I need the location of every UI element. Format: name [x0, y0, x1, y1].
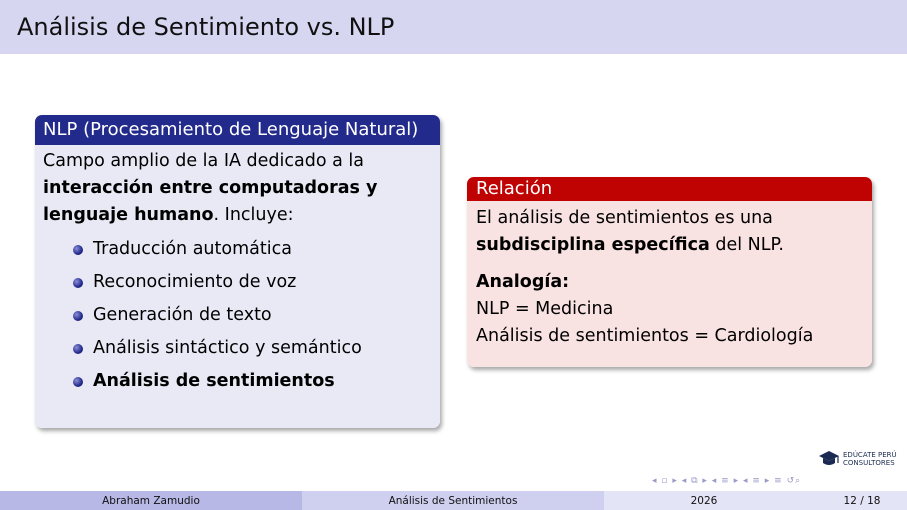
footer-date: 2026 [690, 494, 718, 507]
relation-text-2: del NLP. [709, 235, 784, 255]
nlp-intro-text-1: Campo amplio de la IA dedicado a la [43, 151, 364, 171]
nav-search-icon[interactable]: ↺⌕ [786, 476, 802, 486]
bullet-icon [73, 278, 83, 288]
nav-section-icon[interactable]: ◂ ≡ ▸ [711, 476, 740, 486]
nlp-items-list [43, 233, 432, 398]
bullet-icon [73, 344, 83, 354]
beamer-navigation[interactable] [652, 476, 801, 486]
company-logo [818, 449, 897, 469]
nlp-intro-bold: interacción entre computadoras y lenguaje humano [43, 178, 378, 225]
bullet-icon [73, 311, 83, 321]
footer-title: Análisis de Sentimientos [302, 491, 604, 510]
nlp-block [35, 115, 440, 428]
list-item: Generación de texto [67, 299, 432, 332]
logo-line-2: CONSULTORES [843, 459, 895, 467]
analogy-line-2: Análisis de sentimientos = Cardiología [476, 326, 814, 346]
spacer [476, 259, 863, 269]
logo-line-1: EDÚCATE PERÚ [843, 451, 897, 459]
nlp-block-body [35, 145, 440, 428]
nav-subsection-icon[interactable]: ◂ ≡ ▸ [742, 476, 771, 486]
graduation-cap-icon [818, 449, 840, 469]
nlp-intro-text-2: . Incluye: [213, 205, 294, 225]
bullet-icon [73, 377, 83, 387]
relation-block [467, 177, 872, 367]
bullet-icon [73, 245, 83, 255]
frame-title: Análisis de Sentimiento vs. NLP [17, 13, 395, 41]
relation-block-body [467, 201, 872, 367]
list-item: Análisis sintáctico y semántico [67, 332, 432, 365]
frame-title-bar [0, 0, 907, 54]
relation-text-1: El análisis de sentimientos es una [476, 208, 773, 228]
list-item: Traducción automática [67, 233, 432, 266]
footer-author: Abraham Zamudio [0, 491, 302, 510]
list-item: Análisis de sentimientos [67, 365, 432, 398]
analogy-label: Analogía: [476, 272, 570, 292]
footer-info [604, 491, 907, 510]
analogy-line-1: NLP = Medicina [476, 299, 614, 319]
footer-bar [0, 491, 907, 510]
relation-block-title: Relación [467, 177, 872, 201]
nav-frame-icon[interactable]: ◂ ⧉ ▸ [681, 476, 708, 486]
nlp-block-title: NLP (Procesamiento de Lenguaje Natural) [35, 115, 440, 145]
nav-prev-slide-icon[interactable]: ◂ ▫ ▸ [652, 476, 678, 486]
footer-page: 12 / 18 [843, 494, 881, 507]
relation-bold: subdisciplina específica [476, 235, 710, 255]
nav-align-icon[interactable]: ≡ [774, 476, 783, 486]
list-item: Reconocimiento de voz [67, 266, 432, 299]
